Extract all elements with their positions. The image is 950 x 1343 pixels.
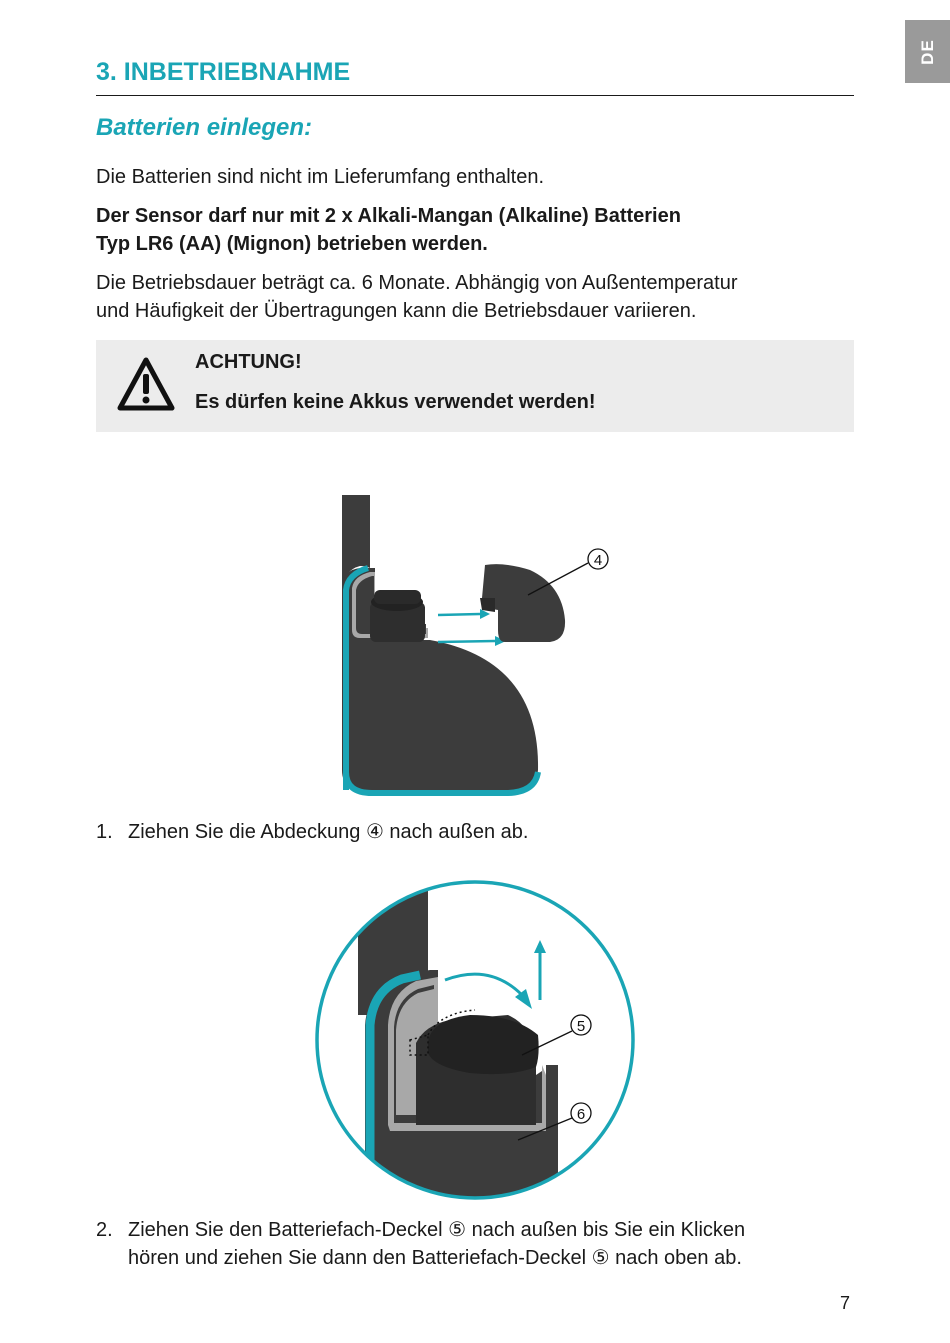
language-label: DE	[917, 38, 937, 65]
step-2-line2: hören und ziehen Sie dann den Batteriefach-Deckel ⑤ nach oben ab.	[128, 1247, 742, 1269]
paragraph-scope-text: Die Batterien sind nicht im Lieferumfang enthalten.	[96, 166, 545, 188]
page-number: 7	[840, 1293, 851, 1313]
illustration-remove-cover	[330, 490, 620, 805]
paragraph-battery-type	[96, 202, 856, 258]
warning-title: ACHTUNG!	[195, 351, 302, 373]
step-2-number: 2.	[96, 1219, 113, 1241]
step-1	[96, 818, 856, 848]
paragraph-scope	[96, 163, 856, 191]
paragraph-runtime-line1: Die Betriebsdauer beträgt ca. 6 Monate. Abhängig von Außentemperatur	[96, 272, 738, 294]
callout-5: 5	[576, 1018, 586, 1035]
warning-text: Es dürfen keine Akkus verwendet werden!	[195, 391, 596, 413]
warning-triangle-icon	[116, 356, 176, 412]
paragraph-battery-line2: Typ LR6 (AA) (Mignon) betrieben werden.	[96, 233, 488, 255]
step-1-number: 1.	[96, 821, 113, 843]
warning-box	[96, 340, 854, 432]
callout-6: 6	[576, 1106, 586, 1123]
paragraph-runtime-line2: und Häufigkeit der Übertragungen kann die Betriebsdauer variieren.	[96, 300, 697, 322]
step-2	[96, 1216, 856, 1276]
language-tab	[905, 20, 950, 83]
section-title: 3. INBETRIEBNAHME	[96, 58, 351, 86]
step-2-line1: Ziehen Sie den Batteriefach-Deckel ⑤ nach außen bis Sie ein Klicken	[128, 1219, 746, 1241]
step-2-text	[128, 1216, 828, 1272]
illustration-remove-battery-lid	[310, 875, 640, 1205]
title-divider	[96, 95, 854, 96]
paragraph-runtime	[96, 269, 856, 325]
paragraph-battery-line1: Der Sensor darf nur mit 2 x Alkali-Mangan (Alkaline) Batterien	[96, 205, 681, 227]
callout-4: 4	[593, 552, 603, 569]
subtitle: Batterien einlegen:	[96, 114, 313, 141]
step-1-text: Ziehen Sie die Abdeckung ④ nach außen ab.	[128, 821, 529, 843]
